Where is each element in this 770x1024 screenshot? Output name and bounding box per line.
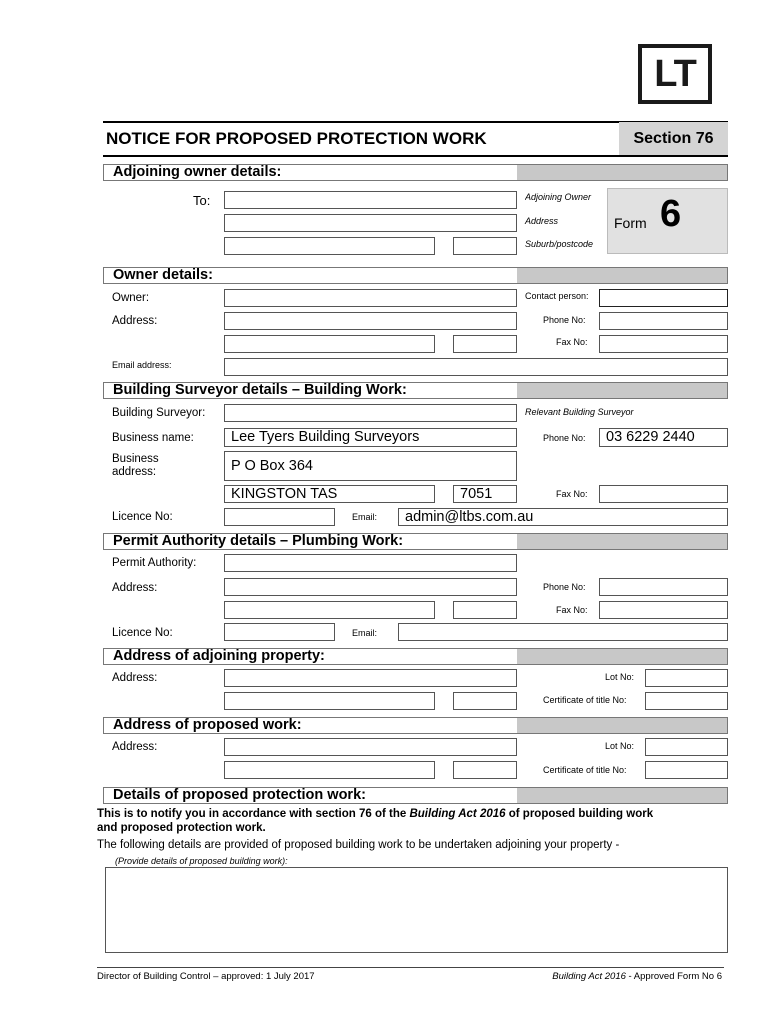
details-hint: (Provide details of proposed building work): [115,856,288,866]
permit-suburb-input[interactable] [224,601,435,619]
section-adjoining-property [103,648,728,665]
adjoining-lot-input[interactable] [645,669,728,687]
form-label: Form [614,215,647,231]
relevant-surveyor-label: Relevant Building Surveyor [525,407,634,417]
owner-label: Owner: [112,292,150,304]
business-address-input[interactable]: P O Box 364 [224,451,517,481]
permit-phone-input[interactable] [599,578,728,596]
owner-phone-input[interactable] [599,312,728,330]
contact-person-input[interactable] [599,289,728,307]
lt-logo [638,44,712,104]
permit-authority-label: Permit Authority: [112,557,197,569]
proposed-lot-label: Lot No: [605,741,635,751]
adjoining-owner-suburb-input[interactable] [224,237,435,255]
owner-email-input[interactable] [224,358,728,376]
surveyor-fax-input[interactable] [599,485,728,503]
adjoining-owner-postcode-input[interactable] [453,237,517,255]
adjoining-lot-label: Lot No: [605,672,635,682]
section-permit-authority [103,533,728,550]
notify-line-2: and proposed protection work. [97,822,266,834]
owner-address-input[interactable] [224,312,517,330]
owner-input[interactable] [224,289,517,307]
proposed-work-postcode-input[interactable] [453,761,517,779]
section-badge: Section 76 [619,122,728,155]
section-owner [103,267,728,284]
surveyor-email-label: Email: [352,512,378,522]
licence-input[interactable] [224,508,335,526]
permit-address-label: Address: [112,582,158,594]
proposed-work-suburb-input[interactable] [224,761,435,779]
section-heading: Details of proposed protection work: [104,788,517,803]
business-name-label: Business name: [112,432,194,444]
contact-person-label: Contact person: [525,291,589,301]
form-number-badge [607,188,728,254]
owner-fax-label: Fax No: [556,337,588,347]
section-heading: Permit Authority details – Plumbing Work: [104,534,517,549]
permit-fax-label: Fax No: [556,605,588,615]
footer-left: Director of Building Control – approved: 1 July 2017 [97,971,315,982]
adjoining-property-postcode-input[interactable] [453,692,517,710]
permit-authority-input[interactable] [224,554,517,572]
footer-rule [97,967,724,968]
business-address-label: Business address: [112,453,159,478]
proposed-work-address-input[interactable] [224,738,517,756]
adjoining-title-label: Certificate of title No: [543,695,627,705]
proposed-work-address-label: Address: [112,741,158,753]
surveyor-phone-input[interactable]: 03 6229 2440 [599,428,728,447]
business-postcode-input[interactable]: 7051 [453,485,517,503]
section-heading: Owner details: [104,268,517,283]
notify-line-1: This is to notify you in accordance with section 76 of the Building Act 2016 of proposed building work [97,808,654,820]
footer-right: Building Act 2016 - Approved Form No 6 [552,971,722,982]
building-surveyor-input[interactable] [224,404,517,422]
surveyor-phone-label: Phone No: [543,433,586,443]
permit-licence-label: Licence No: [112,627,173,639]
surveyor-fax-label: Fax No: [556,489,588,499]
permit-phone-label: Phone No: [543,582,586,592]
proposed-lot-input[interactable] [645,738,728,756]
permit-licence-input[interactable] [224,623,335,641]
adjoining-owner-name-input[interactable] [224,191,517,209]
to-label: To: [193,193,211,208]
section-protection-work [103,787,728,804]
section-adjoining-owner [103,164,728,181]
owner-fax-input[interactable] [599,335,728,353]
permit-postcode-input[interactable] [453,601,517,619]
proposed-title-label: Certificate of title No: [543,765,627,775]
section-heading: Building Surveyor details – Building Work: [104,383,517,398]
adjoining-property-address-label: Address: [112,672,158,684]
owner-email-label: Email address: [112,360,172,370]
address-side-label: Address [525,216,559,226]
suburb-side-label: Suburb/postcode [525,239,594,249]
form-number: 6 [660,193,682,235]
following-details-text: The following details are provided of proposed building work to be undertaken adjoining your property - [97,839,620,851]
protection-work-details-textarea[interactable] [105,867,728,953]
permit-email-label: Email: [352,628,378,638]
section-heading: Address of adjoining property: [104,649,517,664]
permit-email-input[interactable] [398,623,728,641]
owner-postcode-input[interactable] [453,335,517,353]
adjoining-property-address-input[interactable] [224,669,517,687]
owner-address-label: Address: [112,315,158,327]
permit-address-input[interactable] [224,578,517,596]
adjoining-owner-side-label: Adjoining Owner [525,192,592,202]
section-proposed-work [103,717,728,734]
business-suburb-input[interactable]: KINGSTON TAS [224,485,435,503]
building-surveyor-label: Building Surveyor: [112,407,206,419]
section-building-surveyor [103,382,728,399]
licence-label: Licence No: [112,511,173,523]
section-heading: Adjoining owner details: [104,165,517,180]
surveyor-email-input[interactable]: admin@ltbs.com.au [398,508,728,526]
adjoining-property-suburb-input[interactable] [224,692,435,710]
permit-fax-input[interactable] [599,601,728,619]
page-title: NOTICE FOR PROPOSED PROTECTION WORK [106,129,487,148]
owner-suburb-input[interactable] [224,335,435,353]
owner-phone-label: Phone No: [543,315,586,325]
business-name-input[interactable]: Lee Tyers Building Surveyors [224,428,517,447]
adjoining-title-input[interactable] [645,692,728,710]
title-bottom-rule [103,155,728,157]
logo-text: LT [654,52,696,95]
proposed-title-input[interactable] [645,761,728,779]
section-heading: Address of proposed work: [104,718,517,733]
adjoining-owner-address-input[interactable] [224,214,517,232]
